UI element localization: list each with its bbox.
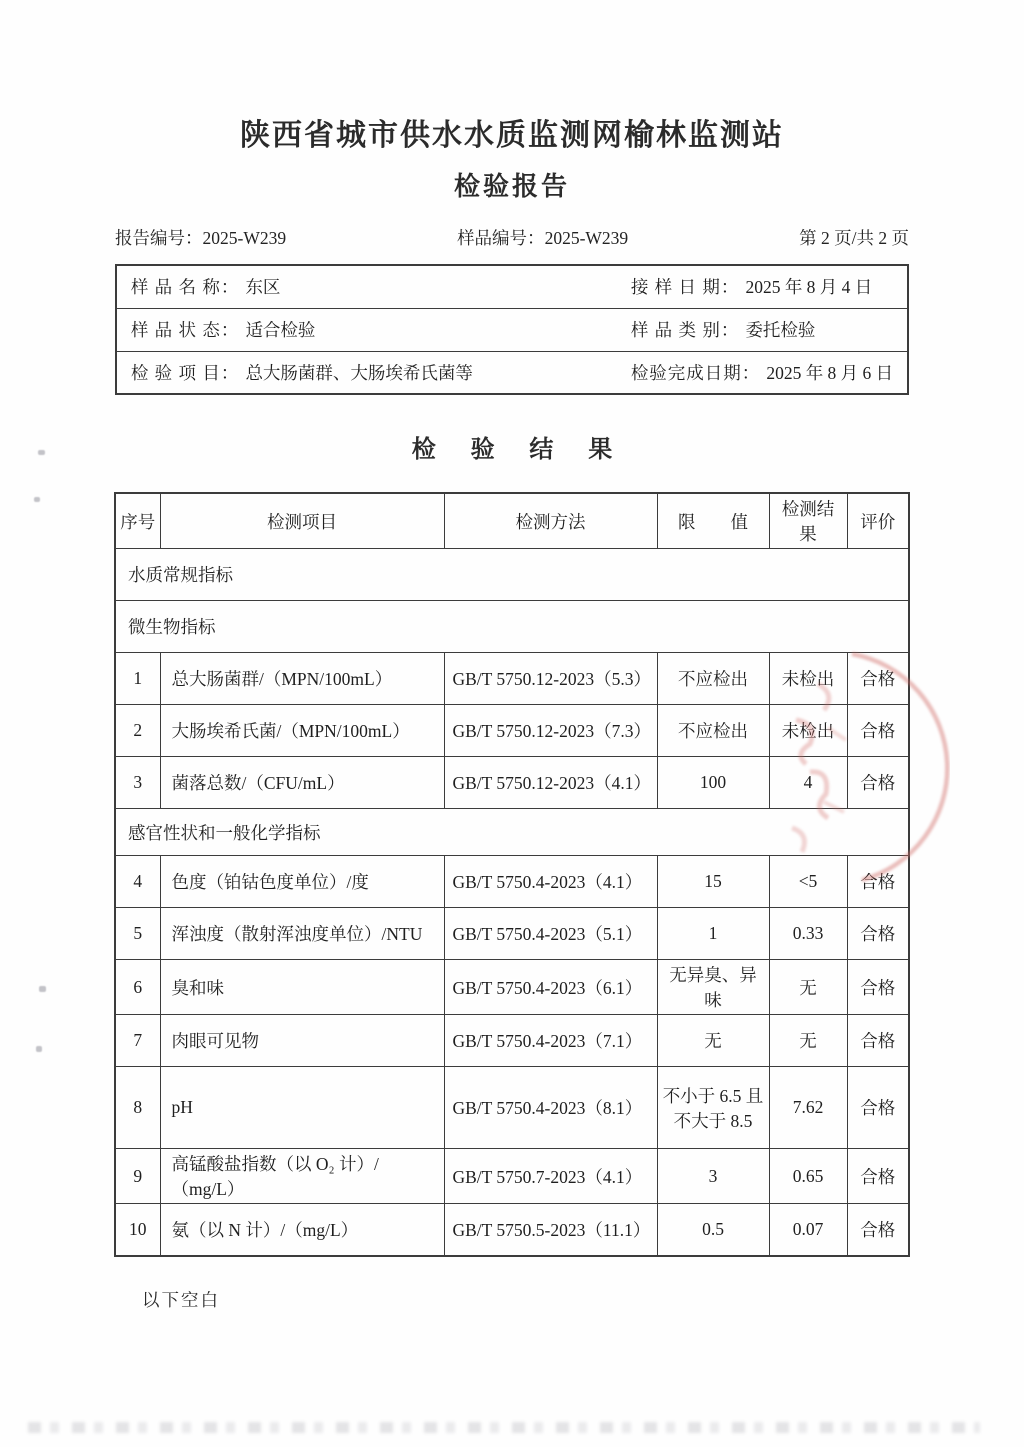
cell-item: 氨（以 N 计）/（mg/L） [160,1204,444,1256]
table-row [115,856,909,908]
table-row [115,908,909,960]
cell-result: 未检出 [769,705,847,757]
completion-date-label: 检验完成日期： [630,362,761,383]
section-label: 微生物指标 [115,601,909,653]
cell-evaluation: 合格 [847,1015,909,1067]
table-row [115,705,909,757]
cell-result: 4 [769,757,847,809]
station-title: 陕西省城市供水水质监测网榆林监测站 [240,119,784,152]
cell-item: 大肠埃希氏菌/（MPN/100mL） [160,705,444,757]
cell-result: 未检出 [769,653,847,705]
results-header-row [115,493,909,549]
report-number-value: 2025-W239 [202,228,287,248]
report-meta-row [115,225,909,250]
table-row [115,1149,909,1204]
cell-evaluation: 合格 [847,908,909,960]
col-header-no: 序号 [115,493,160,549]
cell-evaluation: 合格 [847,960,909,1015]
col-header-limit: 限 值 [657,493,769,549]
cell-method: GB/T 5750.4-2023（7.1） [444,1015,657,1067]
cell-evaluation: 合格 [847,1204,909,1256]
sample-info-table [115,264,909,395]
cell-evaluation: 合格 [847,1067,909,1149]
cell-result: 无 [769,1015,847,1067]
page-indicator: 第 2 页/共 2 页 [799,228,909,248]
section-label: 水质常规指标 [115,549,909,601]
completion-date-value: 2025 年 8 月 6 日 [766,362,894,383]
cell-method: GB/T 5750.4-2023（6.1） [444,960,657,1015]
table-row [115,1015,909,1067]
scan-speck [36,1046,42,1052]
cell-no: 4 [115,856,160,908]
cell-result: 无 [769,960,847,1015]
report-number [115,225,286,250]
cell-result: 0.65 [769,1149,847,1204]
cell-evaluation: 合格 [847,653,909,705]
col-header-item: 检测项目 [160,493,444,549]
sample-state-label: 样 品 状 态： [130,320,240,340]
sample-number-value: 2025-W239 [544,228,629,248]
section-row [115,549,909,601]
cell-limit: 3 [657,1149,769,1204]
cell-no: 9 [115,1149,160,1204]
test-items-value: 总大肠菌群、大肠埃希氏菌等 [245,362,473,383]
cell-limit: 无异臭、异味 [657,960,769,1015]
cell-result: <5 [769,856,847,908]
section-row [115,601,909,653]
cell-method: GB/T 5750.12-2023（7.3） [444,705,657,757]
cell-no: 8 [115,1067,160,1149]
report-title: 检验报告 [453,171,570,201]
cell-item: 总大肠菌群/（MPN/100mL） [160,653,444,705]
receive-date-label: 接 样 日 期： [630,277,740,298]
results-heading: 检验结果 [411,437,647,463]
table-row [115,653,909,705]
scan-speck [38,450,45,455]
sample-name-value: 东区 [245,277,281,298]
cell-item: 高锰酸盐指数（以 O₂ 计）/（mg/L） [160,1149,444,1204]
results-table [114,492,910,1257]
cell-result: 7.62 [769,1067,847,1149]
cell-limit: 不小于 6.5 且 不大于 8.5 [657,1067,769,1149]
cell-result: 0.07 [769,1204,847,1256]
table-row [115,1067,909,1149]
cell-method: GB/T 5750.4-2023（8.1） [444,1067,657,1149]
info-row-items-completion [116,351,908,394]
cell-method: GB/T 5750.12-2023（4.1） [444,757,657,809]
page-bleed-through [28,1422,980,1433]
cell-item: 臭和味 [160,960,444,1015]
sample-state-value: 适合检验 [245,320,316,340]
cell-method: GB/T 5750.5-2023（11.1） [444,1204,657,1256]
blank-below-note: 以下空白 [142,1289,220,1310]
cell-item: 肉眼可见物 [160,1015,444,1067]
section-row [115,809,909,856]
col-header-method: 检测方法 [444,493,657,549]
cell-limit: 100 [657,757,769,809]
cell-evaluation: 合格 [847,1149,909,1204]
cell-limit: 1 [657,908,769,960]
table-row [115,757,909,809]
cell-limit: 无 [657,1015,769,1067]
cell-limit: 不应检出 [657,705,769,757]
cell-method: GB/T 5750.7-2023（4.1） [444,1149,657,1204]
cell-evaluation: 合格 [847,757,909,809]
info-row-name-date [116,265,908,308]
scan-speck [39,986,46,992]
sample-number [457,225,628,250]
section-label: 感官性状和一般化学指标 [115,809,909,856]
cell-no: 1 [115,653,160,705]
cell-no: 7 [115,1015,160,1067]
cell-limit: 不应检出 [657,653,769,705]
test-items-label: 检 验 项 目： [130,362,240,383]
cell-no: 2 [115,705,160,757]
cell-no: 5 [115,908,160,960]
cell-item: pH [160,1067,444,1149]
cell-method: GB/T 5750.4-2023（4.1） [444,856,657,908]
cell-evaluation: 合格 [847,856,909,908]
cell-evaluation: 合格 [847,705,909,757]
cell-method: GB/T 5750.12-2023（5.3） [444,653,657,705]
table-row [115,1204,909,1256]
cell-method: GB/T 5750.4-2023（5.1） [444,908,657,960]
cell-limit: 15 [657,856,769,908]
sample-number-label: 样品编号： [457,228,545,248]
table-row [115,960,909,1015]
info-row-state-category [116,308,908,351]
sample-category-value: 委托检验 [745,320,816,340]
cell-result: 0.33 [769,908,847,960]
receive-date-value: 2025 年 8 月 4 日 [745,277,873,298]
cell-limit: 0.5 [657,1204,769,1256]
col-header-evaluation: 评价 [847,493,909,549]
cell-no: 6 [115,960,160,1015]
col-header-result: 检测结果 [769,493,847,549]
report-number-label: 报告编号： [115,228,203,248]
cell-no: 3 [115,757,160,809]
sample-category-label: 样 品 类 别： [630,320,740,340]
cell-no: 10 [115,1204,160,1256]
cell-item: 色度（铂钴色度单位）/度 [160,856,444,908]
document-header [0,0,1024,203]
sample-name-label: 样 品 名 称： [130,277,240,298]
cell-item: 菌落总数/（CFU/mL） [160,757,444,809]
cell-item: 浑浊度（散射浑浊度单位）/NTU [160,908,444,960]
scan-speck [34,497,40,502]
